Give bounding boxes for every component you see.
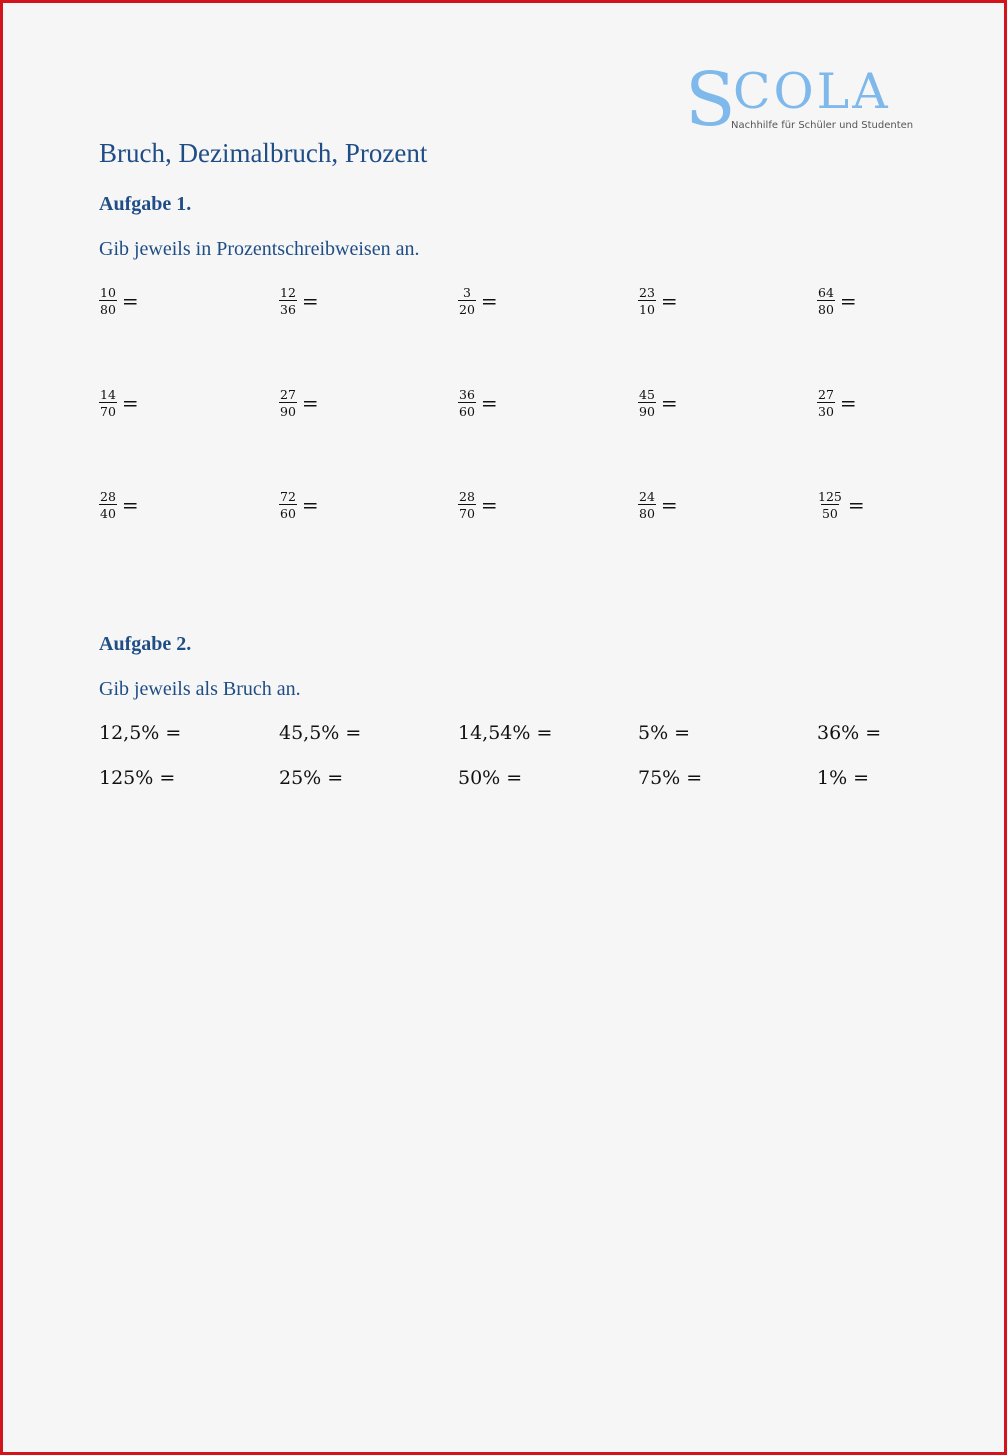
numerator: 27 bbox=[818, 387, 834, 402]
fraction bbox=[99, 489, 117, 521]
fraction-exercise bbox=[817, 485, 865, 525]
denominator: 30 bbox=[818, 404, 834, 419]
fraction bbox=[817, 285, 835, 317]
denominator: 80 bbox=[818, 302, 834, 317]
fraction bbox=[99, 387, 117, 419]
denominator: 90 bbox=[639, 404, 655, 419]
logo-letters: COLA bbox=[733, 63, 891, 120]
fraction-exercise bbox=[817, 281, 857, 321]
denominator: 10 bbox=[639, 302, 655, 317]
equals-sign: = bbox=[847, 493, 865, 517]
fraction bbox=[458, 387, 476, 419]
numerator: 28 bbox=[100, 489, 116, 504]
denominator: 80 bbox=[100, 302, 116, 317]
equals-sign: = bbox=[839, 391, 857, 415]
fraction-exercise bbox=[638, 281, 678, 321]
numerator: 12 bbox=[280, 285, 296, 300]
denominator: 70 bbox=[459, 506, 475, 521]
equals-sign: = bbox=[301, 289, 319, 313]
percent-row-2 bbox=[99, 767, 959, 793]
denominator: 40 bbox=[100, 506, 116, 521]
denominator: 50 bbox=[821, 506, 838, 521]
fraction-exercise bbox=[279, 485, 319, 525]
equals-sign: = bbox=[480, 289, 498, 313]
percent-row-1 bbox=[99, 722, 959, 748]
fraction-exercise bbox=[99, 383, 139, 423]
equals-sign: = bbox=[660, 391, 678, 415]
fraction bbox=[99, 285, 117, 317]
numerator: 125 bbox=[818, 489, 842, 504]
fraction-exercise bbox=[638, 383, 678, 423]
equals-sign: = bbox=[301, 391, 319, 415]
numerator: 23 bbox=[639, 285, 655, 300]
fraction-exercise bbox=[279, 281, 319, 321]
denominator: 20 bbox=[459, 302, 475, 317]
equals-sign: = bbox=[121, 391, 139, 415]
numerator: 36 bbox=[459, 387, 475, 402]
logo-big-letter: S bbox=[685, 57, 736, 143]
percent-exercise: 5% = bbox=[638, 722, 691, 744]
fraction bbox=[279, 387, 297, 419]
numerator: 64 bbox=[818, 285, 834, 300]
fraction bbox=[458, 489, 476, 521]
percent-exercise: 75% = bbox=[638, 767, 703, 789]
numerator: 27 bbox=[280, 387, 296, 402]
numerator: 45 bbox=[639, 387, 655, 402]
fraction-exercise bbox=[99, 281, 139, 321]
numerator: 3 bbox=[462, 285, 471, 300]
fraction bbox=[458, 285, 476, 317]
percent-exercise: 12,5% = bbox=[99, 722, 182, 744]
denominator: 90 bbox=[280, 404, 296, 419]
equals-sign: = bbox=[301, 493, 319, 517]
task2-instruction: Gib jeweils als Bruch an. bbox=[99, 678, 301, 700]
equals-sign: = bbox=[480, 493, 498, 517]
percent-exercise: 25% = bbox=[279, 767, 344, 789]
fraction-row-1 bbox=[99, 281, 959, 321]
fraction bbox=[638, 387, 656, 419]
fraction bbox=[638, 285, 656, 317]
denominator: 60 bbox=[280, 506, 296, 521]
denominator: 36 bbox=[280, 302, 296, 317]
percent-exercise: 45,5% = bbox=[279, 722, 362, 744]
fraction-row-2 bbox=[99, 383, 959, 423]
equals-sign: = bbox=[839, 289, 857, 313]
page-title: Bruch, Dezimalbruch, Prozent bbox=[99, 138, 428, 168]
task2-heading: Aufgabe 2. bbox=[99, 633, 192, 655]
fraction bbox=[817, 489, 843, 521]
percent-exercise: 50% = bbox=[458, 767, 523, 789]
fraction-exercise bbox=[817, 383, 857, 423]
fraction-exercise bbox=[458, 383, 498, 423]
equals-sign: = bbox=[660, 493, 678, 517]
denominator: 60 bbox=[459, 404, 475, 419]
fraction-exercise bbox=[458, 485, 498, 525]
fraction-exercise bbox=[458, 281, 498, 321]
equals-sign: = bbox=[480, 391, 498, 415]
logo-tagline: Nachhilfe für Schüler und Studenten bbox=[731, 120, 914, 131]
fraction-row-3 bbox=[99, 485, 959, 525]
scola-logo bbox=[685, 57, 914, 143]
fraction bbox=[638, 489, 656, 521]
equals-sign: = bbox=[121, 289, 139, 313]
fraction-exercise bbox=[279, 383, 319, 423]
fraction bbox=[279, 489, 297, 521]
percent-exercise: 14,54% = bbox=[458, 722, 553, 744]
numerator: 28 bbox=[459, 489, 475, 504]
percent-exercise: 1% = bbox=[817, 767, 870, 789]
denominator: 70 bbox=[100, 404, 116, 419]
fraction-exercise bbox=[638, 485, 678, 525]
numerator: 24 bbox=[639, 489, 655, 504]
task1-instruction: Gib jeweils in Prozentschreibweisen an. bbox=[99, 238, 420, 260]
percent-exercise: 36% = bbox=[817, 722, 882, 744]
numerator: 14 bbox=[100, 387, 116, 402]
fraction-exercise bbox=[99, 485, 139, 525]
fraction bbox=[279, 285, 297, 317]
denominator: 80 bbox=[639, 506, 655, 521]
equals-sign: = bbox=[121, 493, 139, 517]
numerator: 10 bbox=[100, 285, 116, 300]
equals-sign: = bbox=[660, 289, 678, 313]
numerator: 72 bbox=[280, 489, 296, 504]
percent-exercise: 125% = bbox=[99, 767, 176, 789]
fraction bbox=[817, 387, 835, 419]
task1-heading: Aufgabe 1. bbox=[99, 193, 192, 215]
